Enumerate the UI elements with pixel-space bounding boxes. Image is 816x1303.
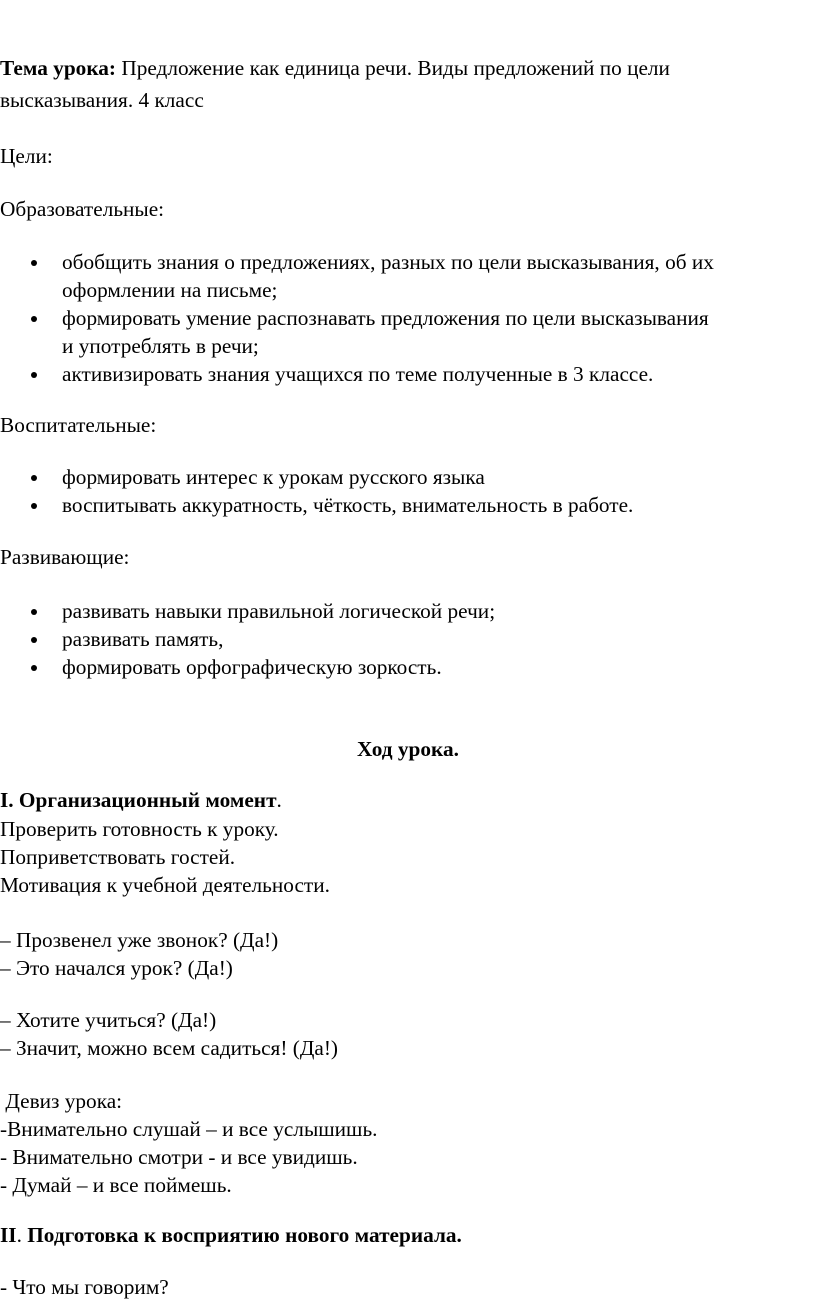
section-1-title: I. Организационный момент. xyxy=(0,788,282,812)
bullet-icon xyxy=(31,665,37,671)
bullet-icon xyxy=(31,316,37,322)
motto-line: -Внимательно слушай – и все услышишь. xyxy=(0,1117,378,1141)
topic-text-1: Предложение как единица речи. Виды предложений по цели xyxy=(116,56,670,80)
bullet-icon xyxy=(31,475,37,481)
dialogue-line: – Хотите учиться? (Да!) xyxy=(0,1008,217,1032)
question-line: - Что мы говорим? xyxy=(0,1275,169,1299)
section-1-line: Проверить готовность к уроку. xyxy=(0,817,279,841)
developing-list xyxy=(0,597,816,681)
section-1-line: Мотивация к учебной деятельности. xyxy=(0,873,330,897)
educational-list xyxy=(0,248,816,388)
topic-line-1 xyxy=(0,54,670,82)
bullet-icon xyxy=(31,260,37,266)
list-item: воспитывать аккуратность, чёткость, внимательность в работе. xyxy=(0,491,816,519)
educational-heading: Образовательные: xyxy=(0,197,165,221)
goals-heading: Цели: xyxy=(0,144,53,168)
dialogue-line: – Прозвенел уже звонок? (Да!) xyxy=(0,928,279,952)
section-2-title: II. Подготовка к восприятию нового материала. xyxy=(0,1223,462,1247)
bullet-icon xyxy=(31,372,37,378)
motto-line: - Внимательно смотри - и все увидишь. xyxy=(0,1145,358,1169)
upbringing-list xyxy=(0,463,816,519)
list-item: активизировать знания учащихся по теме полученные в 3 классе. xyxy=(0,360,816,388)
list-item: формировать орфографическую зоркость. xyxy=(0,653,816,681)
developing-heading: Развивающие: xyxy=(0,545,130,569)
lesson-heading: Ход урока. xyxy=(357,737,459,761)
topic-line-2: высказывания. 4 класс xyxy=(0,88,204,112)
list-item: развивать память, xyxy=(0,625,816,653)
section-1-line: Поприветствовать гостей. xyxy=(0,845,236,869)
list-item: обобщить знания о предложениях, разных по цели высказывания, об их оформлении на письме; xyxy=(0,248,816,304)
bullet-icon xyxy=(31,637,37,643)
bullet-icon xyxy=(31,609,37,615)
bullet-icon xyxy=(31,503,37,509)
topic-label: Тема урока: xyxy=(0,56,117,80)
list-item: развивать навыки правильной логической речи; xyxy=(0,597,816,625)
list-item: формировать интерес к урокам русского языка xyxy=(0,463,816,491)
dialogue-line: – Значит, можно всем садиться! (Да!) xyxy=(0,1036,339,1060)
dialogue-line: – Это начался урок? (Да!) xyxy=(0,956,233,980)
motto-heading: Девиз урока: xyxy=(0,1089,123,1113)
list-item: формировать умение распознавать предложения по цели высказывания и употреблять в речи; xyxy=(0,304,816,360)
upbringing-heading: Воспитательные: xyxy=(0,413,157,437)
motto-line: - Думай – и все поймешь. xyxy=(0,1173,232,1197)
